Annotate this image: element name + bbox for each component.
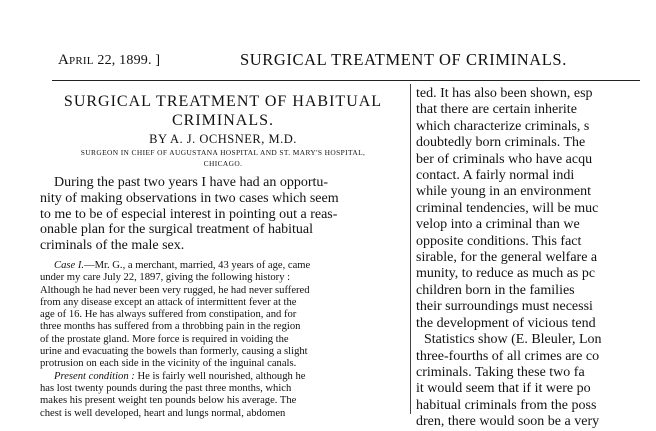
case-line [40,260,406,272]
right-column [416,86,656,431]
right-line: ted. It has also been shown, esp [416,86,593,101]
running-title: SURGICAL TREATMENT OF CRIMINALS. [240,50,567,69]
issue-date-rest: 22, 1899. ] [97,53,161,68]
right-line: Statistics show (E. Bleuler, Lon [424,332,602,348]
case-line: protrusion on each side in the vicinity of the inguinal canals. [40,358,297,370]
issue-date-month: April [58,52,94,68]
right-line: munity, to reduce as much as pc [416,266,596,282]
condition-line: makes his present weight ten pounds below his average. The [40,395,297,407]
right-line: dren, there would soon be a very [416,414,600,430]
right-line: while young in an environment [416,184,591,200]
condition-line: chest is well developed, heart and lungs normal, abdomen [40,407,286,419]
condition-line [40,371,406,383]
condition-line: has lost twenty pounds during the past three months, which [40,382,292,394]
lead-line: to me to be of especial interest in pointing out a reas- [40,206,338,222]
case-line: under my care July 22, 1897, giving the following history : [40,272,291,284]
right-line: criminal tendencies, will be muc [416,200,599,216]
column-divider [410,84,411,414]
right-line: velop into a criminal than we [416,217,580,233]
case-line: Although he had never been very rugged, he had never suffered [40,284,310,296]
right-line: opposite conditions. This fact [416,233,582,249]
right-line: which characterize criminals, s [416,118,590,134]
right-line: it would seem that if it were po [416,381,591,397]
case-line: three months has suffered from a throbbing pain in the region [40,321,301,333]
header-rule [52,80,640,81]
right-line: three-fourths of all crimes are co [416,348,600,364]
left-column [40,92,406,420]
case-line: from any disease except an attack of intermittent fever at the [40,296,297,308]
author-affiliation [40,148,406,169]
right-line: their surroundings must necessi [416,299,593,315]
right-line: children born in the families [416,282,575,298]
right-line: sirable, for the general welfare a [416,250,598,266]
case-line: age of 16. He has always suffered from constipation, and for [40,309,297,321]
lead-line: nity of making observations in two cases which seem [40,190,339,206]
lead-line: During the past two years I have had an opportu- [54,175,329,190]
right-line: habitual criminals from the poss [416,397,597,413]
right-line: criminals. Taking these two fa [416,364,585,380]
case-line: urine and evacuating the bowels than formerly, causing a slight [40,346,308,358]
lead-line: criminals of the male sex. [40,238,185,254]
article-title-line-2: CRIMINALS. [171,112,274,129]
case-label: Case I. [54,259,85,271]
right-line: the development of vicious tend [416,315,596,331]
issue-date [58,52,160,69]
case-line: of the prostate gland. More force is required in voiding the [40,333,289,345]
condition-line-text: He is fairly well nourished, although he [134,370,306,382]
affiliation-line-2: CHICAGO. [203,158,243,168]
article-title-line-1: SURGICAL TREATMENT OF HABITUAL [63,93,383,110]
byline: BY A. J. OCHSNER, M.D. [149,132,297,146]
right-line: that there are certain inherite [416,102,577,118]
right-line: doubtedly born criminals. The [416,135,586,151]
article-title [40,92,406,130]
lead-line: onable plan for the surgical treatment of habitual [40,222,314,238]
right-line: contact. A fairly normal indi [416,168,575,184]
lead-paragraph [40,175,406,254]
running-header [0,50,640,70]
condition-label: Present condition : [54,370,135,382]
case-line-text: —Mr. G., a merchant, married, 43 years of age, came [84,259,311,271]
affiliation-line-1: SURGEON IN CHIEF OF AUGUSTANA HOSPITAL AND ST. MARY'S HOSPITAL, [80,148,366,157]
right-line: ber of criminals who have acqu [416,151,593,167]
case-history [40,260,406,420]
